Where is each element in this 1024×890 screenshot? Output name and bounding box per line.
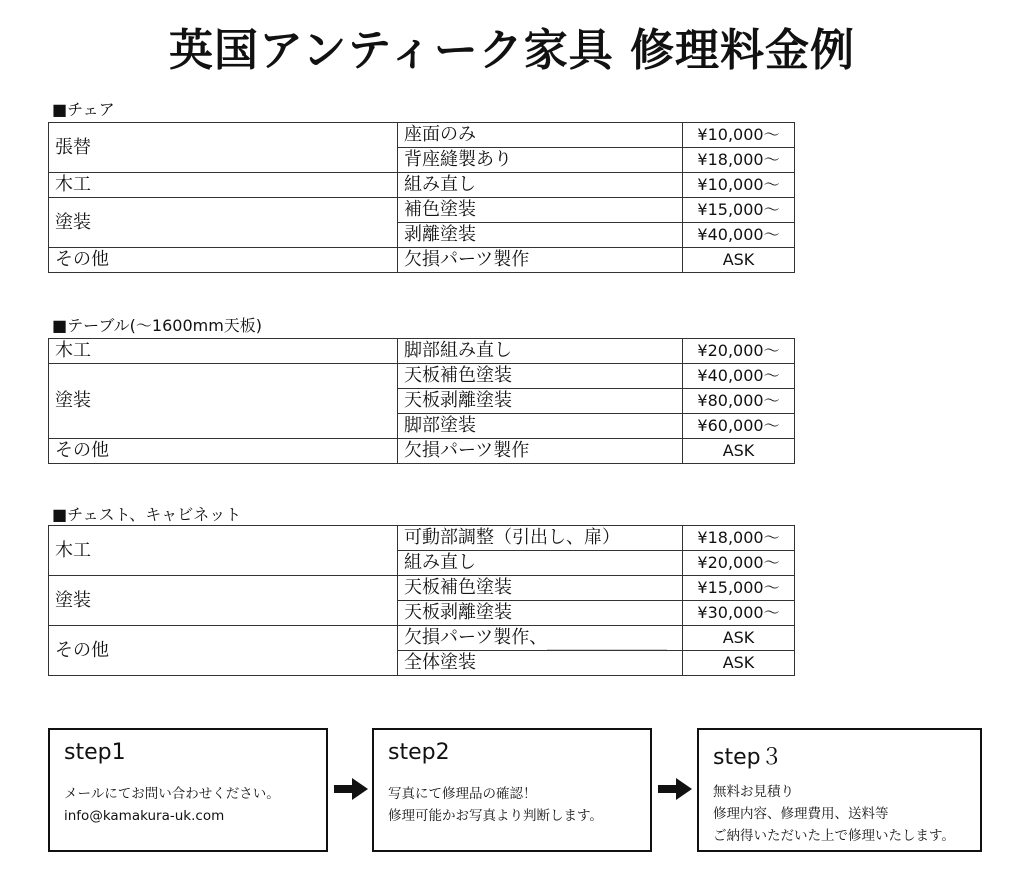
item-cell: 脚部塗装	[398, 414, 683, 439]
price-cell: ¥18,000〜	[683, 148, 795, 173]
price-cell: ¥40,000〜	[683, 364, 795, 389]
step2-title: step2	[388, 740, 450, 765]
price-cell: ¥10,000〜	[683, 173, 795, 198]
item-cell: 背座縫製あり	[398, 148, 683, 173]
table-row	[49, 123, 795, 148]
table-row	[49, 364, 795, 389]
blank-underline	[547, 647, 667, 650]
section-label-table: ■テーブル(〜1600mm天板)	[52, 316, 263, 335]
page-title: 英国アンティーク家具 修理料金例	[168, 25, 856, 76]
step1-box	[48, 728, 328, 852]
category-cell: 木工	[49, 173, 398, 198]
price-table-table	[48, 338, 795, 464]
price-cell: ¥60,000〜	[683, 414, 795, 439]
step1-line: メールにてお問い合わせください。	[64, 786, 280, 802]
price-cell: ¥15,000〜	[683, 198, 795, 223]
price-cell: ¥15,000〜	[683, 576, 795, 601]
category-cell: その他	[49, 248, 398, 273]
step3-line: 修理内容、修理費用、送料等	[713, 806, 889, 822]
table-row	[49, 173, 795, 198]
table-row	[49, 339, 795, 364]
step3-line: 無料お見積り	[713, 784, 794, 800]
category-cell: 木工	[49, 339, 398, 364]
table-row	[49, 626, 795, 651]
table-row	[49, 576, 795, 601]
arrow-right-icon	[658, 778, 692, 800]
price-cell: ASK	[683, 626, 795, 651]
item-cell: 組み直し	[398, 551, 683, 576]
item-cell: 欠損パーツ製作	[398, 248, 683, 273]
category-cell: 塗装	[49, 364, 398, 439]
price-cell: ¥40,000〜	[683, 223, 795, 248]
table-row	[49, 439, 795, 464]
category-cell: 塗装	[49, 198, 398, 248]
item-cell: 補色塗装	[398, 198, 683, 223]
item-cell: 天板補色塗装	[398, 576, 683, 601]
step3-title: step３	[713, 745, 783, 770]
item-cell: 剥離塗装	[398, 223, 683, 248]
table-row	[49, 526, 795, 551]
item-cell: 天板剥離塗装	[398, 601, 683, 626]
price-cell: ASK	[683, 651, 795, 676]
item-cell: 天板剥離塗装	[398, 389, 683, 414]
category-cell: 張替	[49, 123, 398, 173]
step1-title: step1	[64, 740, 126, 765]
section-label-chest: ■チェスト、キャビネット	[52, 505, 242, 524]
price-cell: ¥18,000〜	[683, 526, 795, 551]
item-cell: 欠損パーツ製作	[398, 439, 683, 464]
item-cell: 脚部組み直し	[398, 339, 683, 364]
step3-box	[697, 728, 982, 852]
item-cell	[398, 626, 683, 651]
price-cell: ¥20,000〜	[683, 339, 795, 364]
item-cell: 組み直し	[398, 173, 683, 198]
category-cell: その他	[49, 626, 398, 676]
step2-line: 写真にて修理品の確認！	[388, 786, 537, 802]
item-cell: 天板補色塗装	[398, 364, 683, 389]
price-cell: ¥80,000〜	[683, 389, 795, 414]
step1-email: info@kamakura-uk.com	[64, 808, 225, 824]
category-cell: その他	[49, 439, 398, 464]
step3-line: ご納得いただいた上で修理いたします。	[713, 828, 955, 844]
table-row	[49, 248, 795, 273]
item-text: 欠損パーツ製作、	[404, 627, 548, 648]
arrow-right-icon	[334, 778, 368, 800]
item-cell: 座面のみ	[398, 123, 683, 148]
step2-box	[372, 728, 652, 852]
category-cell: 木工	[49, 526, 398, 576]
section-label-chair: ■チェア	[52, 100, 115, 119]
price-cell: ¥30,000〜	[683, 601, 795, 626]
table-row	[49, 198, 795, 223]
price-cell: ASK	[683, 248, 795, 273]
category-cell: 塗装	[49, 576, 398, 626]
item-cell: 全体塗装	[398, 651, 683, 676]
price-cell: ¥10,000〜	[683, 123, 795, 148]
price-cell: ASK	[683, 439, 795, 464]
price-table-chair	[48, 122, 795, 273]
price-table-chest	[48, 525, 795, 676]
step2-line: 修理可能かお写真より判断します。	[388, 808, 603, 824]
price-cell: ¥20,000〜	[683, 551, 795, 576]
item-cell: 可動部調整（引出し、扉）	[398, 526, 683, 551]
